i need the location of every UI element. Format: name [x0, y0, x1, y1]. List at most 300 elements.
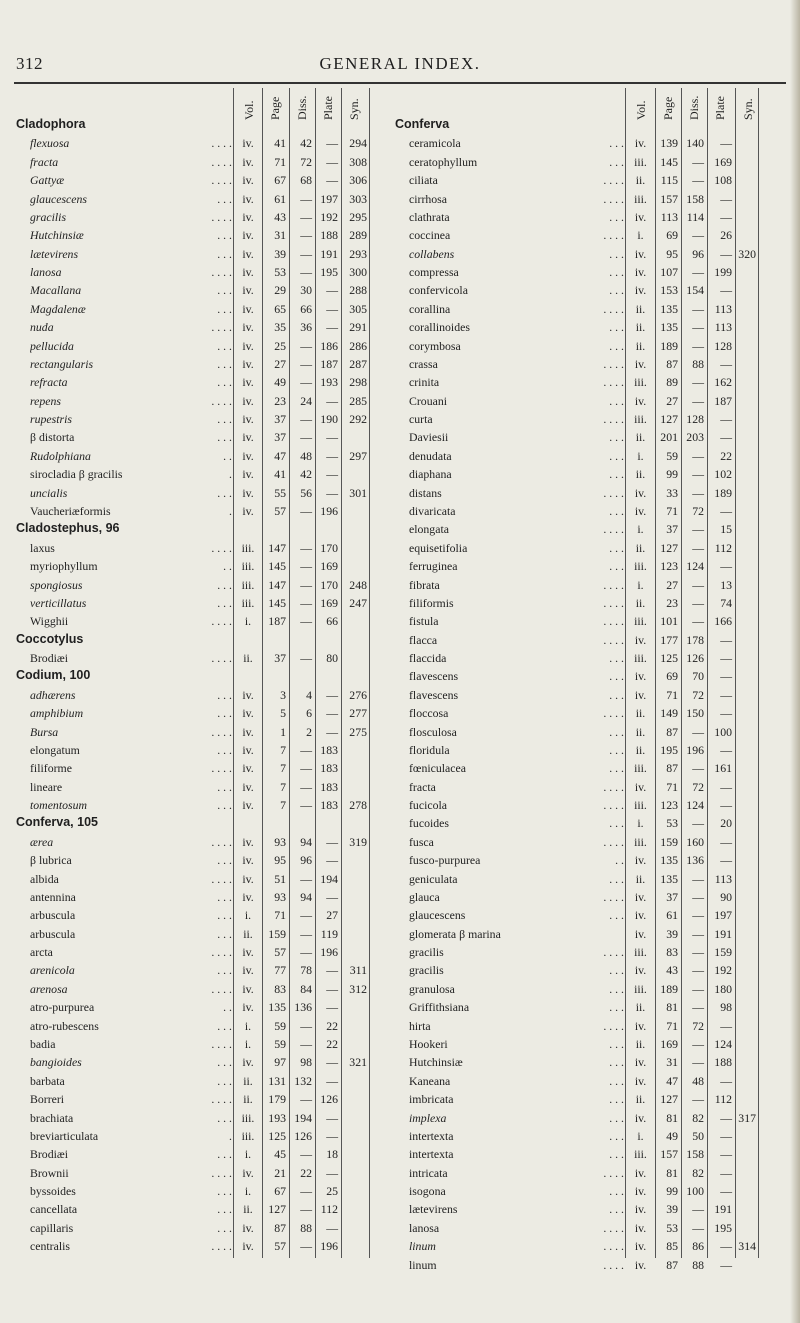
entry-page: 87	[666, 1257, 678, 1272]
entry-page: 157	[660, 191, 678, 206]
entry-page: 87	[274, 1220, 286, 1235]
entry-plate: —	[720, 1165, 732, 1180]
entry-name: pellucida	[30, 338, 74, 353]
entry-name: isogona	[409, 1184, 446, 1199]
entry-page: 43	[666, 963, 678, 978]
entry-page: 37	[666, 889, 678, 904]
entry-diss: 36	[300, 320, 312, 335]
entry-diss: —	[300, 1092, 312, 1107]
entry-diss: —	[692, 1220, 704, 1235]
entry-plate: 100	[714, 724, 732, 739]
entry-diss: —	[300, 908, 312, 923]
leader-dots: . . .	[217, 375, 232, 390]
entry-plate: 162	[714, 375, 732, 390]
leader-dots: . . . .	[211, 945, 232, 960]
entry-vol: iv.	[242, 724, 254, 739]
entry-vol: iv.	[242, 889, 254, 904]
entry-page: 27	[274, 356, 286, 371]
entry-diss: 24	[300, 393, 312, 408]
entry-name: Crouani	[409, 393, 448, 408]
entry-page: 145	[268, 559, 286, 574]
entry-plate: 191	[320, 246, 338, 261]
entry-page: 159	[660, 834, 678, 849]
entry-vol: ii.	[243, 1202, 253, 1217]
entry-vol: iv.	[242, 779, 254, 794]
entry-page: 25	[274, 338, 286, 353]
header-page: Page	[268, 96, 282, 120]
leader-dots: . . .	[609, 136, 624, 151]
entry-diss: 78	[300, 963, 312, 978]
index-entry	[0, 706, 800, 720]
entry-vol: iv.	[242, 283, 254, 298]
entry-vol: iv.	[242, 246, 254, 261]
index-entry	[0, 155, 800, 169]
leader-dots: . . . .	[603, 798, 624, 813]
entry-plate: —	[326, 889, 338, 904]
entry-page: 7	[280, 779, 286, 794]
entry-diss: 178	[686, 632, 704, 647]
entry-plate: —	[720, 632, 732, 647]
entry-plate: 74	[720, 595, 732, 610]
entry-page: 67	[274, 1184, 286, 1199]
leader-dots: . . .	[217, 412, 232, 427]
entry-diss: 94	[300, 889, 312, 904]
entry-diss: —	[300, 1147, 312, 1162]
entry-plate: —	[326, 1055, 338, 1070]
entry-diss: —	[692, 577, 704, 592]
entry-diss: 132	[294, 1073, 312, 1088]
entry-plate: 196	[320, 503, 338, 518]
entry-name: glaucescens	[30, 191, 87, 206]
entry-vol: ii.	[635, 173, 646, 188]
entry-plate: —	[720, 742, 732, 757]
entry-page: 87	[666, 724, 678, 739]
entry-name: fistula	[409, 614, 439, 629]
entry-plate: 170	[320, 577, 338, 592]
leader-dots: . . .	[217, 742, 232, 757]
leader-dots: . . . .	[603, 1018, 624, 1033]
leader-dots: . . . .	[211, 614, 232, 629]
leader-dots: . . .	[609, 1055, 624, 1070]
entry-diss: —	[692, 963, 704, 978]
index-entry	[0, 1111, 800, 1125]
section-heading: Conferva, 105	[16, 815, 98, 830]
entry-name: elongatum	[30, 742, 80, 757]
entry-name: distans	[409, 485, 442, 500]
entry-plate: —	[326, 320, 338, 335]
entry-name: arbuscula	[30, 908, 76, 923]
leader-dots: .	[229, 1128, 232, 1143]
header-page: Page	[661, 96, 675, 120]
entry-plate: 195	[320, 265, 338, 280]
entry-diss: 96	[300, 853, 312, 868]
entry-name: Macallana	[30, 283, 82, 298]
entry-diss: —	[692, 1037, 704, 1051]
entry-diss: —	[692, 154, 704, 169]
leader-dots: . . . .	[603, 356, 624, 371]
index-entry	[0, 375, 800, 389]
leader-dots: . . . .	[211, 540, 232, 555]
entry-name: albida	[30, 871, 59, 886]
entry-vol: iii.	[634, 412, 647, 427]
entry-plate: 166	[714, 614, 732, 629]
entry-plate: 169	[714, 154, 732, 169]
entry-vol: iv.	[634, 632, 647, 647]
entry-page: 33	[666, 485, 678, 500]
entry-plate: —	[326, 1110, 338, 1125]
entry-name: gracilis	[409, 945, 444, 960]
entry-vol: iv.	[634, 1239, 647, 1254]
entry-diss: —	[692, 816, 704, 831]
entry-page: 147	[268, 540, 286, 555]
entry-page: 179	[268, 1092, 286, 1107]
entry-name: ceratophyllum	[409, 154, 478, 169]
entry-plate: —	[326, 1220, 338, 1235]
entry-vol: iv.	[634, 356, 647, 371]
entry-name: curta	[409, 412, 433, 427]
leader-dots: . . . .	[211, 981, 232, 996]
leader-dots: . . .	[609, 393, 624, 408]
entry-name: arenicola	[30, 963, 75, 978]
entry-diss: —	[300, 430, 312, 445]
index-entry	[0, 357, 800, 371]
entry-name: denudata	[409, 448, 452, 463]
entry-vol: iv.	[242, 485, 254, 500]
entry-plate: —	[326, 1165, 338, 1180]
entry-name: compressa	[409, 265, 459, 280]
leader-dots: . . . .	[211, 1239, 232, 1254]
entry-plate: —	[326, 1000, 338, 1015]
entry-vol: iii.	[241, 559, 255, 574]
entry-plate: 113	[714, 320, 732, 335]
entry-page: 21	[274, 1165, 286, 1180]
leader-dots: . . .	[609, 1147, 624, 1162]
entry-name: confervicola	[409, 283, 468, 298]
entry-diss: —	[692, 338, 704, 353]
entry-page: 7	[280, 761, 286, 776]
entry-name: diaphana	[409, 467, 452, 482]
leader-dots: .	[229, 503, 232, 518]
entry-page: 59	[274, 1037, 286, 1051]
entry-vol: iv.	[242, 1220, 254, 1235]
index-entry	[0, 522, 800, 536]
index-entry	[0, 1000, 800, 1014]
entry-plate: 90	[720, 889, 732, 904]
entry-diss: 96	[692, 246, 704, 261]
leader-dots: . . .	[217, 926, 232, 941]
entry-diss: 114	[686, 209, 704, 224]
entry-diss: 128	[686, 412, 704, 427]
leader-dots: . . .	[609, 559, 624, 574]
entry-name: Kaneana	[409, 1073, 451, 1088]
leader-dots: . . .	[609, 742, 624, 757]
index-entry	[0, 1239, 800, 1253]
entry-diss: 94	[300, 834, 312, 849]
entry-plate: 190	[320, 412, 338, 427]
entry-plate: —	[720, 209, 732, 224]
entry-vol: iii.	[634, 559, 647, 574]
entry-syn: 278	[349, 798, 367, 813]
index-entry	[0, 1092, 800, 1106]
entry-page: 195	[660, 742, 678, 757]
entry-syn: 247	[349, 595, 367, 610]
index-entry	[0, 504, 800, 518]
entry-diss: 70	[692, 669, 704, 684]
entry-plate: 119	[320, 926, 338, 941]
entry-syn: 294	[349, 136, 367, 151]
entry-page: 23	[274, 393, 286, 408]
index-entry	[0, 872, 800, 886]
header-syn: Syn.	[347, 98, 361, 120]
entry-page: 125	[660, 651, 678, 666]
leader-dots: . . .	[609, 963, 624, 978]
entry-page: 53	[274, 265, 286, 280]
header-vol: Vol.	[242, 100, 256, 120]
index-entry	[0, 927, 800, 941]
index-entry	[0, 835, 800, 849]
leader-dots: . . .	[609, 669, 624, 684]
entry-page: 83	[666, 945, 678, 960]
entry-vol: iv.	[242, 687, 254, 702]
entry-plate: 195	[714, 1220, 732, 1235]
entry-page: 157	[660, 1147, 678, 1162]
entry-plate: —	[326, 173, 338, 188]
entry-diss: —	[692, 522, 704, 537]
entry-plate: —	[720, 1018, 732, 1033]
entry-name: equisetifolia	[409, 540, 468, 555]
entry-page: 23	[666, 595, 678, 610]
leader-dots: . . . .	[603, 1239, 624, 1254]
entry-vol: iv.	[634, 1018, 647, 1033]
entry-diss: —	[300, 945, 312, 960]
leader-dots: . .	[223, 1000, 232, 1015]
entry-vol: i.	[637, 522, 644, 537]
entry-vol: iii.	[634, 981, 647, 996]
entry-diss: 66	[300, 301, 312, 316]
entry-plate: —	[720, 798, 732, 813]
entry-page: 139	[660, 136, 678, 151]
entry-name: byssoides	[30, 1184, 76, 1199]
entry-diss: —	[300, 503, 312, 518]
entry-diss: —	[692, 228, 704, 243]
leader-dots: . . .	[609, 503, 624, 518]
entry-diss: —	[300, 779, 312, 794]
leader-dots: . . . .	[603, 779, 624, 794]
entry-diss: 100	[686, 1184, 704, 1199]
entry-page: 95	[274, 853, 286, 868]
entry-vol: iv.	[634, 1110, 647, 1125]
entry-vol: iv.	[634, 503, 647, 518]
entry-name: corallina	[409, 301, 451, 316]
entry-syn: 275	[349, 724, 367, 739]
entry-page: 31	[666, 1055, 678, 1070]
entry-syn: 293	[349, 246, 367, 261]
entry-name: uncialis	[30, 485, 68, 500]
entry-vol: iv.	[242, 448, 254, 463]
entry-name: crassa	[409, 356, 438, 371]
index-entry	[0, 173, 800, 187]
entry-syn: 312	[349, 981, 367, 996]
leader-dots: . . .	[609, 724, 624, 739]
entry-name: fracta	[409, 779, 436, 794]
entry-name: adhærens	[30, 687, 76, 702]
entry-vol: iv.	[634, 246, 647, 261]
leader-dots: . . . .	[603, 889, 624, 904]
entry-page: 71	[666, 779, 678, 794]
entry-name: corymbosa	[409, 338, 461, 353]
index-entry	[0, 412, 800, 426]
entry-diss: —	[692, 467, 704, 482]
index-entry	[0, 1019, 800, 1033]
entry-diss: —	[692, 173, 704, 188]
entry-syn: 320	[738, 246, 756, 261]
entry-vol: ii.	[635, 706, 646, 721]
entry-syn: 248	[349, 577, 367, 592]
entry-name: tomentosum	[30, 798, 88, 813]
entry-plate: —	[720, 706, 732, 721]
header-vol: Vol.	[634, 100, 648, 120]
entry-page: 127	[660, 1092, 678, 1107]
entry-name: verticillatus	[30, 595, 87, 610]
entry-plate: —	[326, 724, 338, 739]
entry-plate: —	[720, 559, 732, 574]
entry-name: imbricata	[409, 1092, 454, 1107]
entry-diss: 72	[692, 687, 704, 702]
entry-vol: iv.	[242, 375, 254, 390]
leader-dots: . . .	[217, 1055, 232, 1070]
leader-dots: . . .	[217, 1184, 232, 1199]
entry-plate: —	[326, 430, 338, 445]
entry-diss: —	[692, 761, 704, 776]
leader-dots: . . .	[609, 1184, 624, 1199]
entry-page: 89	[666, 375, 678, 390]
entry-plate: 192	[320, 209, 338, 224]
entry-plate: 197	[320, 191, 338, 206]
entry-name: cancellata	[30, 1202, 78, 1217]
entry-diss: —	[300, 742, 312, 757]
index-entry	[0, 688, 800, 702]
entry-vol: iii.	[634, 945, 647, 960]
entry-vol: ii.	[635, 540, 646, 555]
entry-name: Brodiæi	[30, 1147, 69, 1162]
entry-plate: —	[326, 485, 338, 500]
entry-diss: —	[692, 375, 704, 390]
entry-page: 145	[660, 154, 678, 169]
entry-page: 93	[274, 834, 286, 849]
leader-dots: . . . .	[211, 136, 232, 151]
entry-name: Gattyæ	[30, 173, 65, 188]
entry-diss: —	[692, 908, 704, 923]
entry-syn: 308	[349, 154, 367, 169]
entry-name: Bursa	[30, 724, 59, 739]
entry-plate: —	[326, 301, 338, 316]
entry-page: 107	[660, 265, 678, 280]
entry-diss: 42	[300, 467, 312, 482]
leader-dots: . . .	[609, 816, 624, 831]
index-entry	[0, 890, 800, 904]
entry-name: myriophyllum	[30, 559, 98, 574]
entry-plate: —	[326, 706, 338, 721]
index-entry	[0, 633, 800, 647]
entry-plate: 15	[720, 522, 732, 537]
entry-diss: —	[692, 393, 704, 408]
leader-dots: . . .	[609, 467, 624, 482]
entry-vol: iv.	[242, 191, 254, 206]
entry-name: Hutchinsiæ	[409, 1055, 463, 1070]
entry-plate: 20	[720, 816, 732, 831]
entry-vol: iv.	[242, 706, 254, 721]
entry-plate: —	[720, 1239, 732, 1254]
index-entry	[0, 816, 800, 830]
entry-page: 37	[274, 412, 286, 427]
entry-page: 135	[660, 301, 678, 316]
leader-dots: . . .	[609, 1000, 624, 1015]
entry-vol: iv.	[634, 889, 647, 904]
entry-name: Wigghii	[30, 614, 69, 629]
entry-plate: —	[720, 191, 732, 206]
entry-page: 71	[666, 1018, 678, 1033]
entry-page: 39	[666, 1202, 678, 1217]
entry-page: 97	[274, 1055, 286, 1070]
entry-vol: iv.	[242, 467, 254, 482]
entry-vol: iii.	[241, 595, 255, 610]
leader-dots: . . . .	[211, 724, 232, 739]
leader-dots: . . . .	[603, 1165, 624, 1180]
header-syn: Syn.	[741, 98, 755, 120]
header-diss: Diss.	[295, 95, 309, 120]
entry-vol: iii.	[634, 1147, 647, 1162]
entry-vol: ii.	[243, 1092, 253, 1107]
section-heading: Coccotylus	[16, 631, 84, 646]
page-title: GENERAL INDEX.	[319, 54, 481, 73]
entry-name: glomerata β marina	[409, 926, 501, 941]
entry-vol: ii.	[635, 724, 646, 739]
leader-dots: . . .	[609, 908, 624, 923]
leader-dots: . . .	[217, 485, 232, 500]
entry-page: 61	[666, 908, 678, 923]
leader-dots: . . .	[609, 209, 624, 224]
entry-name: lanosa	[30, 265, 62, 280]
leader-dots: . . . .	[603, 595, 624, 610]
entry-page: 115	[660, 173, 678, 188]
entry-plate: 193	[320, 375, 338, 390]
leader-dots: . . .	[217, 1220, 232, 1235]
entry-name: implexa	[409, 1110, 447, 1125]
leader-dots: . . . .	[211, 154, 232, 169]
entry-vol: ii.	[635, 1092, 646, 1107]
entry-diss: —	[300, 926, 312, 941]
leader-dots: . . .	[609, 1073, 624, 1088]
leader-dots: . . .	[609, 540, 624, 555]
entry-plate: 128	[714, 338, 732, 353]
entry-vol: ii.	[635, 320, 646, 335]
entry-name: fucicola	[409, 798, 447, 813]
entry-plate: —	[720, 1184, 732, 1199]
index-entry	[0, 982, 800, 996]
entry-page: 61	[274, 191, 286, 206]
entry-plate: 159	[714, 945, 732, 960]
leader-dots: . . .	[609, 687, 624, 702]
entry-name: crinita	[409, 375, 440, 390]
entry-diss: —	[300, 356, 312, 371]
entry-vol: iii.	[241, 1110, 255, 1125]
entry-page: 131	[268, 1073, 286, 1088]
entry-plate: 169	[320, 559, 338, 574]
entry-diss: —	[300, 1184, 312, 1199]
entry-vol: iv.	[242, 301, 254, 316]
entry-page: 71	[666, 503, 678, 518]
entry-plate: —	[720, 356, 732, 371]
